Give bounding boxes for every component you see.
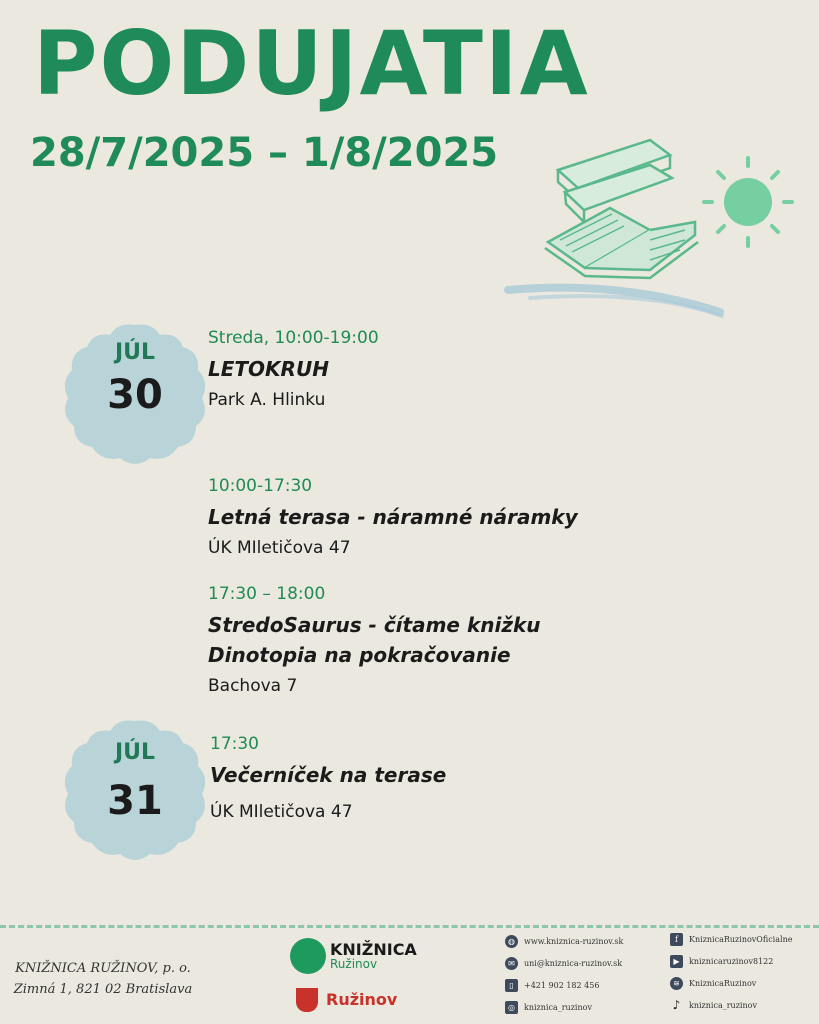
address-line-2: Zimná 1, 821 02 Bratislava [13,982,193,997]
event-time: 17:30 – 18:00 [208,584,326,604]
ruzinov-logo[interactable] [296,988,397,1012]
book-logo-icon [290,938,326,974]
event-time: Streda, 10:00-19:00 [208,328,379,348]
contact-instagram[interactable]: ◎ kniznica_ruzinov [505,996,623,1018]
contact-phone[interactable]: ▯ +421 902 182 456 [505,974,623,996]
date-badge-31 [60,716,210,866]
contact-youtube[interactable]: ▶ kniznicaruzinov8122 [670,950,792,972]
badge-day: 30 [107,372,163,418]
event-vecernicek [210,734,446,822]
date-range: 28/7/2025 – 1/8/2025 [30,130,499,176]
date-badge-30 [60,320,210,470]
event-place: ÚK MIletičova 47 [208,538,351,558]
tiktok-icon: ♪ [672,997,681,1012]
event-place: Bachova 7 [208,676,298,696]
event-name-line-2: Dinotopia na pokračovanie [208,643,511,667]
event-name: Večerníček na terase [210,763,447,787]
contact-email[interactable]: ✉ uni@kniznica-ruzinov.sk [505,952,623,974]
address-line-1: KNIŽNICA RUŽINOV, p. o. [15,961,191,976]
mail-icon: ✉ [505,957,518,970]
logo-ruzinov-text: Ružinov [326,990,398,1009]
spotify-icon: ≋ [670,977,683,990]
youtube-icon: ▶ [670,955,683,968]
facebook-icon: f [670,933,683,946]
instagram-icon: ◎ [505,1001,518,1014]
contact-facebook[interactable]: f KniznicaRuzinovOficialne [670,928,792,950]
event-place: Park A. Hlinku [208,390,326,410]
contact-spotify[interactable]: ≋ KniznicaRuzinov [670,972,792,994]
phone-icon: ▯ [505,979,518,992]
badge-month: JÚL [114,340,156,365]
page-title: PODUJATIA [33,12,590,115]
badge-day: 31 [107,778,163,824]
event-name-line-1: StredoSaurus - čítame knižku [208,613,541,637]
globe-icon: ◍ [505,935,518,948]
event-stredosaurus [208,584,541,696]
contacts-left [505,930,623,1018]
event-letokruh [208,328,379,410]
event-letna-terasa [208,476,578,558]
contacts-right [670,928,792,1016]
contact-tiktok[interactable]: ♪ kniznica_ruzinov [670,994,792,1016]
event-name: LETOKRUH [208,357,329,381]
contact-web[interactable]: ◍ www.kniznica-ruzinov.sk [505,930,623,952]
logo-title: KNIŽNICA [330,940,417,959]
logo-subtitle: Ružinov [330,957,378,971]
event-time: 17:30 [210,734,259,754]
event-place: ÚK MIletičova 47 [210,802,353,822]
event-time: 10:00-17:30 [208,476,313,496]
books-sun-illustration [500,130,810,330]
badge-month: JÚL [114,740,156,765]
crest-icon [296,988,318,1012]
event-name: Letná terasa - náramné náramky [208,505,578,529]
kniznica-logo[interactable] [290,938,417,974]
footer-address [8,958,198,1000]
